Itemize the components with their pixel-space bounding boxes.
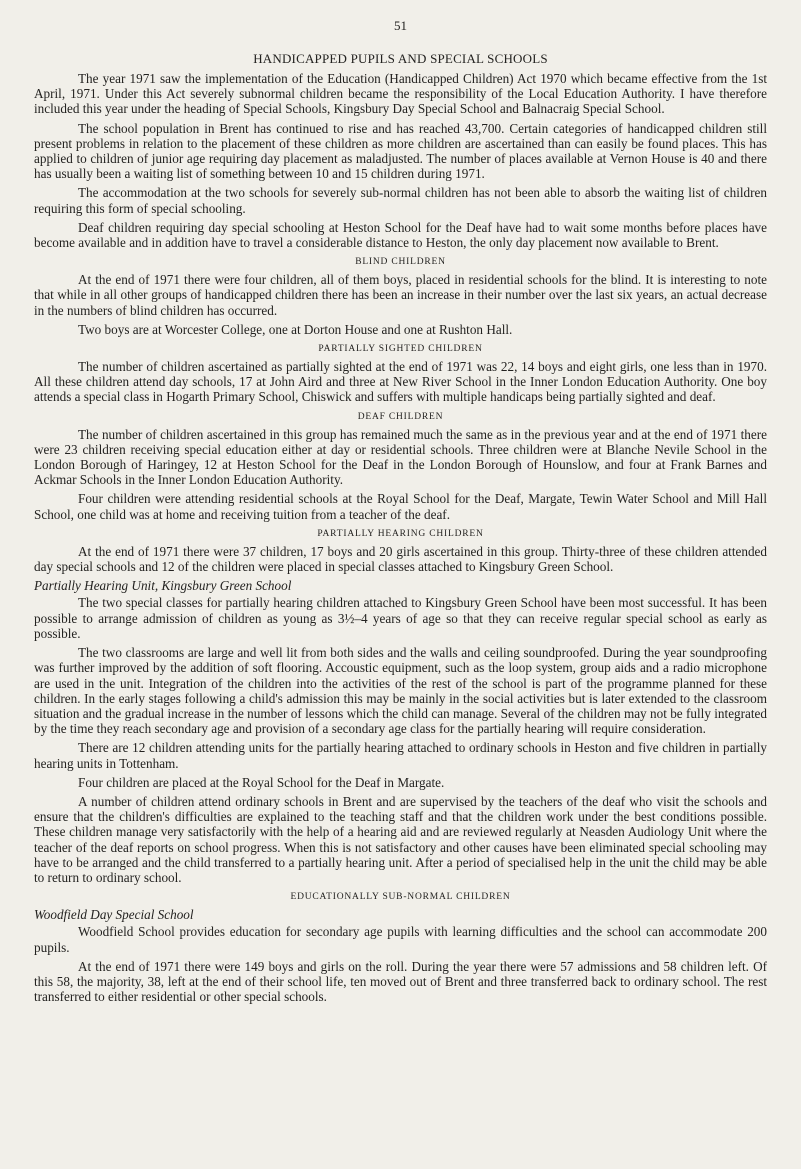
hearing-unit-paragraph: A number of children attend ordinary schools in Brent and are supervised by the teachers of the deaf who visit the schools and ensure that the children's difficulties are explained to the teaching staff and that the children work under the best conditions possible. These children manage very satisfactorily with the help of a hearing aid and are reviewed regularly at Neasden Audiology Unit where the teacher of the deaf reports on school progress. When this is not satisfactory and other causes have been eliminated special schooling may have to be arranged and the child transferred to a partially hearing unit. After a period of specialised help in the unit the child may be able to return to ordinary school. xyxy=(34,793,767,885)
intro-paragraph: The year 1971 saw the implementation of the Education (Handicapped Children) Act 1970 which became effective from the 1st April, 1971. Under this Act severely subnormal children became the responsibility of the Local Education Authority. I have therefore included this year under the heading of Special Schools, Kingsbury Day Special School and Balnacraig Special School. xyxy=(34,71,767,117)
section-heading-deaf: DEAF CHILDREN xyxy=(357,411,444,422)
page-title: HANDICAPPED PUPILS AND SPECIAL SCHOOLS xyxy=(253,51,548,66)
esn-paragraph: At the end of 1971 there were 149 boys and girls on the roll. During the year there were 57 admissions and 58 children left. Of this 58, the majority, 38, left at the end of their school life, ten moved out of Brent and three transferred back to ordinary school. The rest transferred to either residential or other special schools. xyxy=(34,958,767,1005)
hearing-unit-paragraph: Four children are placed at the Royal School for the Deaf in Margate. xyxy=(78,774,445,790)
hearing-unit-paragraph: The two special classes for partially hearing children attached to Kingsbury Green School have been most successful. It has been possible to arrange admission of children as young as 3½–4 years of age so that they can receive regular special school as early as possible. xyxy=(34,595,767,641)
intro-paragraph: Deaf children requiring day special schooling at Heston School for the Deaf have had to wait some months before places have become available and in addition have to travel a considerable distance to Heston, the only day placement now available to Brent. xyxy=(34,219,767,251)
deaf-paragraph: Four children were attending residential schools at the Royal School for the Deaf, Margate, Tewin Water School and Mill Hall School, one child was at home and receiving tuition from a teacher of the deaf. xyxy=(34,491,767,522)
section-heading-partially-sighted: PARTIALLY SIGHTED CHILDREN xyxy=(318,344,483,355)
section-heading-blind: BLIND CHILDREN xyxy=(355,257,446,268)
blind-paragraph: At the end of 1971 there were four children, all of them boys, placed in residential schools for the blind. It is interesting to note that while in all other groups of handicapped children there has been an increase in their number over the last six years, an actual decrease in the numbers of blind children has occurred. xyxy=(34,272,767,318)
section-heading-partially-hearing: PARTIALLY HEARING CHILDREN xyxy=(317,528,484,539)
intro-paragraph: The accommodation at the two schools for severely sub-normal children has not been able to absorb the waiting list of children requiring this form of special schooling. xyxy=(34,185,767,216)
section-heading-esn: EDUCATIONALLY SUB-NORMAL CHILDREN xyxy=(290,892,511,903)
hearing-unit-paragraph: The two classrooms are large and well lit from both sides and the walls and ceiling soundproofed. During the year soundproofing was further improved by the addition of soft flooring. Accoustic equipment, such as the loop system, group aids and a radio microphone are used in the unit. Integration of the children into the activities of the rest of the school is part of the programme planned for these children. In the early stages following a child's admission this may be mainly in the social activities but is later extended to the classroom situation and the gradual increase in the number of lessons which the child can manage. Several of the children may not be fully integrated by the time they reach secondary age and provision of a secondary age class for the partially hearing will require consideration. xyxy=(34,645,767,737)
hearing-unit-paragraph: There are 12 children attending units for the partially hearing attached to ordinary schools in Heston and five children in partially hearing units in Tottenham. xyxy=(34,740,767,771)
subsection-heading-hearing-unit: Partially Hearing Unit, Kingsbury Green School xyxy=(34,578,292,594)
blind-paragraph: Two boys are at Worcester College, one at Dorton House and one at Rushton Hall. xyxy=(78,321,513,337)
partially-sighted-paragraph: The number of children ascertained as partially sighted at the end of 1971 was 22, 14 boys and eight girls, one less than in 1970. All these children attend day schools, 17 at John Aird and three at New River School in the Inner London Education Authority. One boy attends a special class in Hogarth Primary School, Chiswick and suffers with multiple handicaps being partially sighted and deaf. xyxy=(34,359,767,405)
deaf-paragraph: The number of children ascertained in this group has remained much the same as in the previous year and at the end of 1971 there were 23 children receiving special education either at day or residential schools. Three children were at Blanche Nevile School in the London Borough of Haringey, 12 at Heston School for the Deaf in the London Borough of Hounslow, and four at Frank Barnes and Ackmar Schools in the Inner London Education Authority. xyxy=(34,426,767,488)
esn-paragraph: Woodfield School provides education for secondary age pupils with learning difficulties and the school can accommodate 200 pupils. xyxy=(34,924,767,955)
subsection-heading-woodfield: Woodfield Day Special School xyxy=(34,907,194,923)
intro-paragraph: The school population in Brent has continued to rise and has reached 43,700. Certain categories of handicapped children still present problems in relation to the placement of these children as more children are ascertained than can easily be found places. This has applied to children of junior age requiring day placement as maladjusted. The number of places available at Vernon House is 40 and there has usually been a waiting list of something between 10 and 15 children during 1971. xyxy=(34,120,767,182)
partially-hearing-paragraph: At the end of 1971 there were 37 children, 17 boys and 20 girls ascertained in this group. Thirty-three of these children attended day special schools and 12 of the children were placed in special classes attached to Kingsbury Green School. xyxy=(34,543,767,575)
page-number: 51 xyxy=(394,18,407,33)
